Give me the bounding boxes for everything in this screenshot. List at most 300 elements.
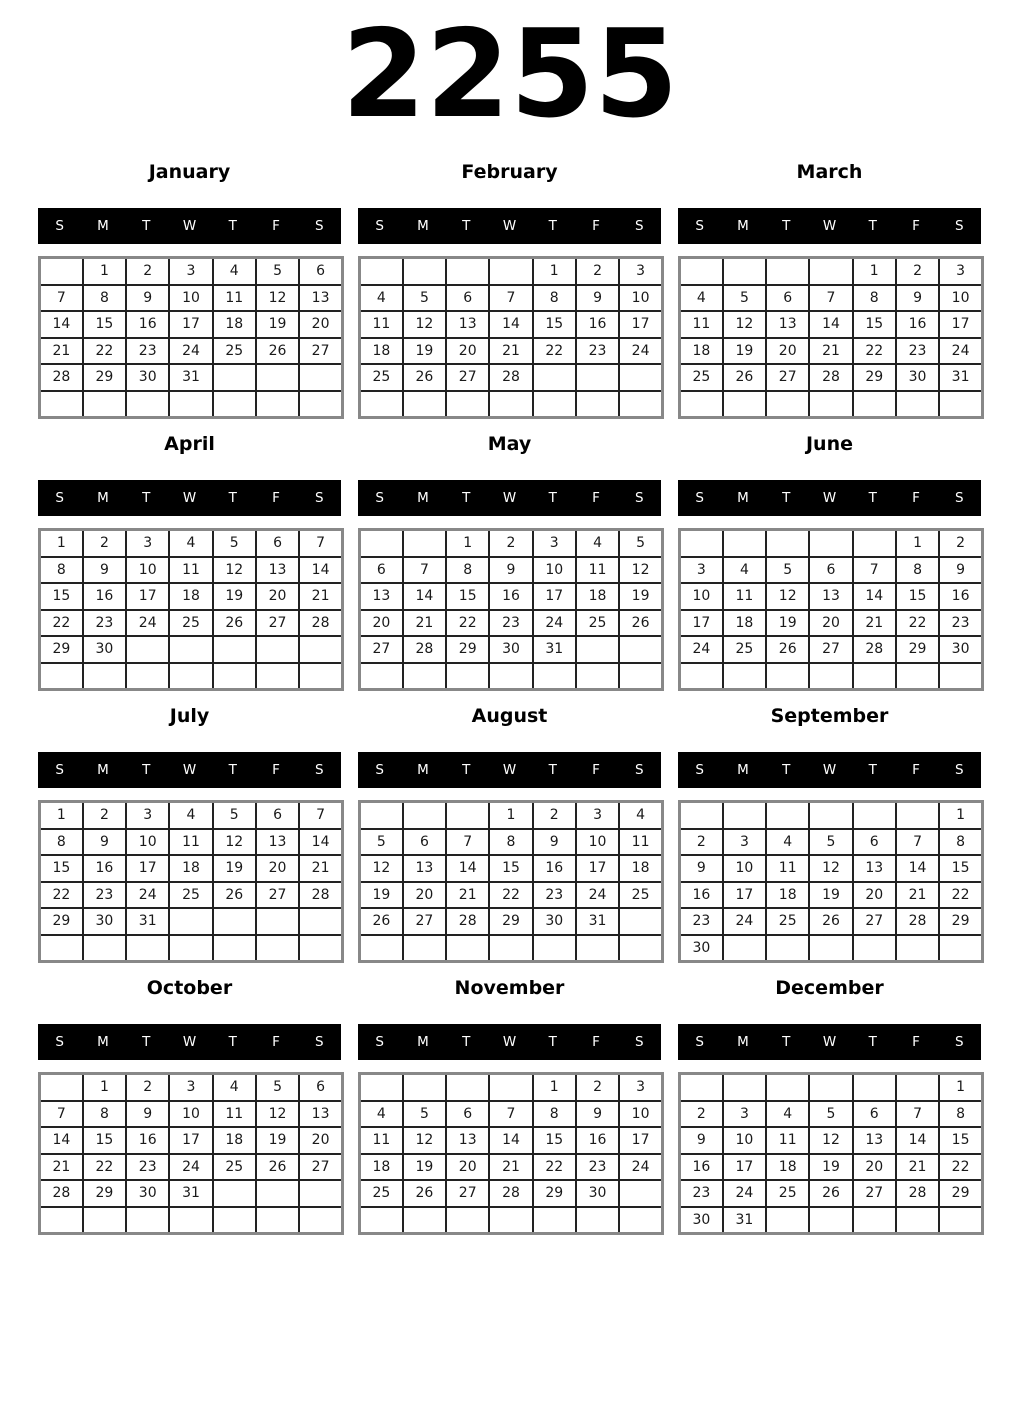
day-cell: 11 bbox=[766, 1127, 809, 1154]
weekday-label: W bbox=[182, 762, 197, 778]
week-row bbox=[40, 1154, 343, 1181]
week-row bbox=[680, 802, 983, 829]
day-cell: 2 bbox=[939, 530, 982, 557]
day-cell: 17 bbox=[680, 610, 723, 637]
empty-day-cell bbox=[723, 1074, 766, 1101]
day-cell: 7 bbox=[299, 530, 342, 557]
day-cell: 10 bbox=[723, 855, 766, 882]
day-cell: 8 bbox=[853, 285, 896, 312]
weekday-header bbox=[38, 208, 341, 244]
empty-day-cell bbox=[853, 391, 896, 418]
empty-day-cell bbox=[533, 391, 576, 418]
day-cell: 2 bbox=[576, 1074, 619, 1101]
day-cell: 16 bbox=[126, 1127, 169, 1154]
week-row bbox=[680, 530, 983, 557]
week-row bbox=[680, 311, 983, 338]
empty-day-cell bbox=[680, 530, 723, 557]
weekday-label: M bbox=[417, 762, 429, 778]
day-cell: 18 bbox=[360, 1154, 403, 1181]
day-cell: 28 bbox=[896, 1180, 939, 1207]
empty-day-cell bbox=[766, 391, 809, 418]
weekday-label: T bbox=[462, 218, 471, 234]
empty-day-cell bbox=[83, 391, 126, 418]
day-cell: 22 bbox=[83, 1154, 126, 1181]
day-cell: 18 bbox=[360, 338, 403, 365]
weekday-label: M bbox=[97, 762, 109, 778]
day-cell: 13 bbox=[403, 855, 446, 882]
empty-day-cell bbox=[809, 1207, 852, 1234]
day-cell: 3 bbox=[723, 829, 766, 856]
weekday-label: T bbox=[142, 218, 151, 234]
day-cell: 9 bbox=[489, 557, 532, 584]
day-cell: 12 bbox=[766, 583, 809, 610]
day-cell: 17 bbox=[169, 311, 212, 338]
week-row bbox=[680, 1127, 983, 1154]
day-cell: 27 bbox=[403, 908, 446, 935]
day-cell: 10 bbox=[939, 285, 982, 312]
month-title: March bbox=[796, 161, 863, 183]
day-cell: 29 bbox=[853, 364, 896, 391]
empty-day-cell bbox=[126, 636, 169, 663]
week-row bbox=[360, 636, 663, 663]
month-february bbox=[358, 161, 661, 419]
weekday-label: W bbox=[502, 1034, 517, 1050]
day-cell: 17 bbox=[619, 311, 662, 338]
day-cell: 23 bbox=[126, 338, 169, 365]
day-cell: 20 bbox=[360, 610, 403, 637]
day-cell: 29 bbox=[40, 636, 83, 663]
day-cell: 14 bbox=[403, 583, 446, 610]
week-row bbox=[40, 258, 343, 285]
day-cell: 23 bbox=[576, 1154, 619, 1181]
day-cell: 27 bbox=[299, 338, 342, 365]
day-cell: 2 bbox=[489, 530, 532, 557]
empty-day-cell bbox=[809, 663, 852, 690]
day-cell: 3 bbox=[619, 1074, 662, 1101]
weekday-label: W bbox=[182, 1034, 197, 1050]
week-row bbox=[360, 1154, 663, 1181]
day-cell: 17 bbox=[619, 1127, 662, 1154]
week-row bbox=[40, 1074, 343, 1101]
week-row bbox=[40, 285, 343, 312]
day-cell: 16 bbox=[939, 583, 982, 610]
day-cell: 10 bbox=[533, 557, 576, 584]
day-cell: 4 bbox=[576, 530, 619, 557]
week-row bbox=[40, 557, 343, 584]
empty-day-cell bbox=[40, 1074, 83, 1101]
empty-day-cell bbox=[40, 935, 83, 962]
empty-day-cell bbox=[213, 1180, 256, 1207]
weekday-label: S bbox=[635, 762, 644, 778]
day-cell: 18 bbox=[723, 610, 766, 637]
day-cell: 22 bbox=[533, 338, 576, 365]
day-cell: 30 bbox=[533, 908, 576, 935]
weekday-label: W bbox=[182, 218, 197, 234]
empty-day-cell bbox=[213, 908, 256, 935]
week-row bbox=[360, 829, 663, 856]
day-cell: 3 bbox=[576, 802, 619, 829]
day-cell: 24 bbox=[723, 1180, 766, 1207]
empty-day-cell bbox=[360, 391, 403, 418]
empty-day-cell bbox=[766, 258, 809, 285]
empty-day-cell bbox=[489, 1207, 532, 1234]
week-row bbox=[680, 557, 983, 584]
months-grid bbox=[0, 161, 1020, 1235]
empty-day-cell bbox=[169, 391, 212, 418]
empty-day-cell bbox=[446, 391, 489, 418]
day-cell: 4 bbox=[766, 829, 809, 856]
day-cell: 19 bbox=[403, 1154, 446, 1181]
day-cell: 3 bbox=[680, 557, 723, 584]
day-cell: 11 bbox=[576, 557, 619, 584]
weekday-label: M bbox=[737, 1034, 749, 1050]
day-cell: 23 bbox=[576, 338, 619, 365]
weekday-label: W bbox=[502, 218, 517, 234]
day-cell: 31 bbox=[169, 364, 212, 391]
empty-day-cell bbox=[169, 1207, 212, 1234]
weekday-label: F bbox=[272, 218, 280, 234]
empty-day-cell bbox=[213, 1207, 256, 1234]
day-cell: 19 bbox=[809, 882, 852, 909]
week-row bbox=[40, 311, 343, 338]
month-july bbox=[38, 705, 341, 963]
day-cell: 7 bbox=[809, 285, 852, 312]
day-cell: 13 bbox=[360, 583, 403, 610]
day-cell: 10 bbox=[169, 285, 212, 312]
day-cell: 21 bbox=[403, 610, 446, 637]
day-cell: 20 bbox=[853, 882, 896, 909]
empty-day-cell bbox=[939, 935, 982, 962]
day-cell: 20 bbox=[766, 338, 809, 365]
day-cell: 14 bbox=[299, 557, 342, 584]
day-cell: 22 bbox=[533, 1154, 576, 1181]
weekday-label: S bbox=[375, 490, 384, 506]
week-row bbox=[360, 855, 663, 882]
day-cell: 20 bbox=[403, 882, 446, 909]
day-cell: 8 bbox=[533, 1101, 576, 1128]
weekday-label: W bbox=[502, 490, 517, 506]
week-row bbox=[680, 338, 983, 365]
empty-day-cell bbox=[83, 935, 126, 962]
month-december bbox=[678, 977, 981, 1235]
empty-day-cell bbox=[126, 1207, 169, 1234]
day-cell: 17 bbox=[169, 1127, 212, 1154]
day-grid bbox=[358, 528, 664, 691]
empty-day-cell bbox=[853, 663, 896, 690]
empty-day-cell bbox=[213, 391, 256, 418]
week-row bbox=[680, 391, 983, 418]
empty-day-cell bbox=[299, 908, 342, 935]
day-cell: 15 bbox=[939, 1127, 982, 1154]
weekday-header bbox=[678, 208, 981, 244]
day-cell: 24 bbox=[576, 882, 619, 909]
day-cell: 14 bbox=[446, 855, 489, 882]
empty-day-cell bbox=[533, 663, 576, 690]
weekday-label: T bbox=[782, 218, 791, 234]
weekday-label: M bbox=[97, 218, 109, 234]
weekday-header bbox=[358, 1024, 661, 1060]
day-cell: 25 bbox=[576, 610, 619, 637]
day-cell: 27 bbox=[809, 636, 852, 663]
empty-day-cell bbox=[256, 364, 299, 391]
month-title: June bbox=[805, 433, 853, 455]
day-cell: 7 bbox=[40, 1101, 83, 1128]
empty-day-cell bbox=[809, 802, 852, 829]
day-cell: 11 bbox=[360, 1127, 403, 1154]
empty-day-cell bbox=[403, 663, 446, 690]
day-cell: 13 bbox=[853, 1127, 896, 1154]
weekday-label: T bbox=[228, 762, 237, 778]
weekday-label: S bbox=[55, 1034, 64, 1050]
empty-day-cell bbox=[299, 935, 342, 962]
empty-day-cell bbox=[83, 1207, 126, 1234]
day-cell: 5 bbox=[403, 1101, 446, 1128]
weekday-label: S bbox=[955, 762, 964, 778]
day-cell: 7 bbox=[446, 829, 489, 856]
day-cell: 24 bbox=[169, 338, 212, 365]
day-cell: 3 bbox=[619, 258, 662, 285]
day-cell: 31 bbox=[723, 1207, 766, 1234]
day-cell: 15 bbox=[83, 1127, 126, 1154]
day-cell: 26 bbox=[766, 636, 809, 663]
weekday-label: S bbox=[55, 218, 64, 234]
day-cell: 24 bbox=[680, 636, 723, 663]
week-row bbox=[680, 1154, 983, 1181]
week-row bbox=[680, 1180, 983, 1207]
week-row bbox=[680, 285, 983, 312]
day-cell: 8 bbox=[896, 557, 939, 584]
day-cell: 8 bbox=[83, 1101, 126, 1128]
day-cell: 9 bbox=[83, 829, 126, 856]
day-cell: 17 bbox=[533, 583, 576, 610]
week-row bbox=[680, 829, 983, 856]
month-title: January bbox=[148, 161, 231, 183]
weekday-label: F bbox=[592, 1034, 600, 1050]
day-cell: 28 bbox=[40, 1180, 83, 1207]
day-cell: 13 bbox=[446, 311, 489, 338]
day-cell: 20 bbox=[853, 1154, 896, 1181]
empty-day-cell bbox=[853, 802, 896, 829]
day-cell: 17 bbox=[126, 583, 169, 610]
day-cell: 9 bbox=[680, 1127, 723, 1154]
day-cell: 16 bbox=[576, 1127, 619, 1154]
day-cell: 16 bbox=[896, 311, 939, 338]
empty-day-cell bbox=[360, 530, 403, 557]
day-cell: 15 bbox=[853, 311, 896, 338]
day-cell: 14 bbox=[896, 1127, 939, 1154]
day-cell: 23 bbox=[533, 882, 576, 909]
day-cell: 17 bbox=[126, 855, 169, 882]
day-cell: 10 bbox=[126, 557, 169, 584]
weekday-label: T bbox=[228, 1034, 237, 1050]
day-cell: 2 bbox=[83, 530, 126, 557]
week-row bbox=[360, 1127, 663, 1154]
day-cell: 19 bbox=[213, 583, 256, 610]
day-cell: 2 bbox=[533, 802, 576, 829]
empty-day-cell bbox=[40, 1207, 83, 1234]
month-march bbox=[678, 161, 981, 419]
day-cell: 19 bbox=[360, 882, 403, 909]
weekday-header bbox=[358, 752, 661, 788]
day-cell: 26 bbox=[403, 1180, 446, 1207]
day-cell: 14 bbox=[489, 311, 532, 338]
week-row bbox=[360, 935, 663, 962]
empty-day-cell bbox=[939, 1207, 982, 1234]
week-row bbox=[40, 364, 343, 391]
week-row bbox=[40, 1207, 343, 1234]
weekday-label: S bbox=[635, 218, 644, 234]
day-cell: 30 bbox=[83, 908, 126, 935]
day-cell: 19 bbox=[256, 1127, 299, 1154]
day-cell: 30 bbox=[126, 364, 169, 391]
empty-day-cell bbox=[533, 1207, 576, 1234]
day-cell: 8 bbox=[83, 285, 126, 312]
day-cell: 7 bbox=[403, 557, 446, 584]
day-cell: 19 bbox=[256, 311, 299, 338]
empty-day-cell bbox=[680, 1074, 723, 1101]
day-cell: 6 bbox=[446, 285, 489, 312]
empty-day-cell bbox=[533, 364, 576, 391]
day-grid bbox=[38, 800, 344, 963]
day-cell: 1 bbox=[446, 530, 489, 557]
day-cell: 20 bbox=[256, 583, 299, 610]
weekday-label: F bbox=[912, 218, 920, 234]
day-cell: 14 bbox=[299, 829, 342, 856]
empty-day-cell bbox=[489, 663, 532, 690]
day-cell: 15 bbox=[939, 855, 982, 882]
day-cell: 29 bbox=[939, 1180, 982, 1207]
day-cell: 25 bbox=[766, 908, 809, 935]
day-cell: 2 bbox=[126, 258, 169, 285]
week-row bbox=[40, 530, 343, 557]
weekday-label: F bbox=[912, 490, 920, 506]
empty-day-cell bbox=[619, 391, 662, 418]
day-cell: 12 bbox=[619, 557, 662, 584]
week-row bbox=[680, 908, 983, 935]
empty-day-cell bbox=[299, 364, 342, 391]
day-cell: 13 bbox=[299, 285, 342, 312]
day-cell: 7 bbox=[896, 829, 939, 856]
month-title: September bbox=[770, 705, 889, 727]
day-cell: 29 bbox=[40, 908, 83, 935]
weekday-header bbox=[38, 480, 341, 516]
day-cell: 11 bbox=[213, 1101, 256, 1128]
day-grid bbox=[678, 256, 984, 419]
day-cell: 9 bbox=[576, 285, 619, 312]
day-cell: 6 bbox=[299, 1074, 342, 1101]
day-cell: 8 bbox=[446, 557, 489, 584]
week-row bbox=[360, 908, 663, 935]
day-cell: 26 bbox=[809, 908, 852, 935]
empty-day-cell bbox=[299, 1180, 342, 1207]
weekday-label: S bbox=[315, 762, 324, 778]
year-title: 2255 bbox=[341, 4, 679, 145]
weekday-label: S bbox=[695, 218, 704, 234]
empty-day-cell bbox=[299, 391, 342, 418]
day-cell: 24 bbox=[939, 338, 982, 365]
week-row bbox=[40, 935, 343, 962]
empty-day-cell bbox=[213, 636, 256, 663]
day-cell: 20 bbox=[256, 855, 299, 882]
empty-day-cell bbox=[126, 935, 169, 962]
day-cell: 21 bbox=[40, 338, 83, 365]
weekday-label: S bbox=[55, 762, 64, 778]
day-cell: 16 bbox=[533, 855, 576, 882]
day-cell: 30 bbox=[126, 1180, 169, 1207]
day-cell: 22 bbox=[40, 610, 83, 637]
day-cell: 6 bbox=[403, 829, 446, 856]
week-row bbox=[40, 1127, 343, 1154]
day-cell: 5 bbox=[766, 557, 809, 584]
day-cell: 8 bbox=[40, 829, 83, 856]
week-row bbox=[360, 1207, 663, 1234]
day-cell: 1 bbox=[533, 258, 576, 285]
week-row bbox=[680, 1074, 983, 1101]
week-row bbox=[360, 364, 663, 391]
day-cell: 3 bbox=[723, 1101, 766, 1128]
weekday-label: S bbox=[695, 490, 704, 506]
day-cell: 15 bbox=[896, 583, 939, 610]
day-cell: 19 bbox=[723, 338, 766, 365]
day-cell: 19 bbox=[403, 338, 446, 365]
day-cell: 13 bbox=[256, 829, 299, 856]
week-row bbox=[40, 583, 343, 610]
empty-day-cell bbox=[896, 391, 939, 418]
day-cell: 18 bbox=[213, 311, 256, 338]
day-cell: 24 bbox=[126, 610, 169, 637]
day-cell: 16 bbox=[576, 311, 619, 338]
day-cell: 25 bbox=[169, 882, 212, 909]
day-cell: 15 bbox=[40, 583, 83, 610]
day-cell: 28 bbox=[896, 908, 939, 935]
weekday-label: W bbox=[502, 762, 517, 778]
day-cell: 18 bbox=[169, 583, 212, 610]
weekday-label: T bbox=[548, 218, 557, 234]
day-cell: 26 bbox=[360, 908, 403, 935]
empty-day-cell bbox=[853, 935, 896, 962]
day-cell: 11 bbox=[680, 311, 723, 338]
empty-day-cell bbox=[360, 802, 403, 829]
month-october bbox=[38, 977, 341, 1235]
empty-day-cell bbox=[256, 1207, 299, 1234]
day-cell: 9 bbox=[576, 1101, 619, 1128]
empty-day-cell bbox=[766, 1074, 809, 1101]
day-cell: 27 bbox=[853, 908, 896, 935]
day-cell: 20 bbox=[299, 1127, 342, 1154]
day-cell: 10 bbox=[576, 829, 619, 856]
day-cell: 25 bbox=[766, 1180, 809, 1207]
day-cell: 3 bbox=[169, 258, 212, 285]
day-cell: 30 bbox=[83, 636, 126, 663]
month-title: May bbox=[487, 433, 532, 455]
weekday-label: T bbox=[782, 1034, 791, 1050]
week-row bbox=[360, 1180, 663, 1207]
week-row bbox=[360, 530, 663, 557]
empty-day-cell bbox=[723, 258, 766, 285]
day-cell: 9 bbox=[126, 285, 169, 312]
empty-day-cell bbox=[723, 802, 766, 829]
empty-day-cell bbox=[680, 391, 723, 418]
weekday-label: T bbox=[782, 762, 791, 778]
week-row bbox=[680, 364, 983, 391]
day-cell: 18 bbox=[576, 583, 619, 610]
week-row bbox=[360, 557, 663, 584]
day-cell: 9 bbox=[83, 557, 126, 584]
day-cell: 22 bbox=[939, 882, 982, 909]
day-cell: 25 bbox=[360, 1180, 403, 1207]
day-cell: 1 bbox=[83, 1074, 126, 1101]
empty-day-cell bbox=[40, 663, 83, 690]
